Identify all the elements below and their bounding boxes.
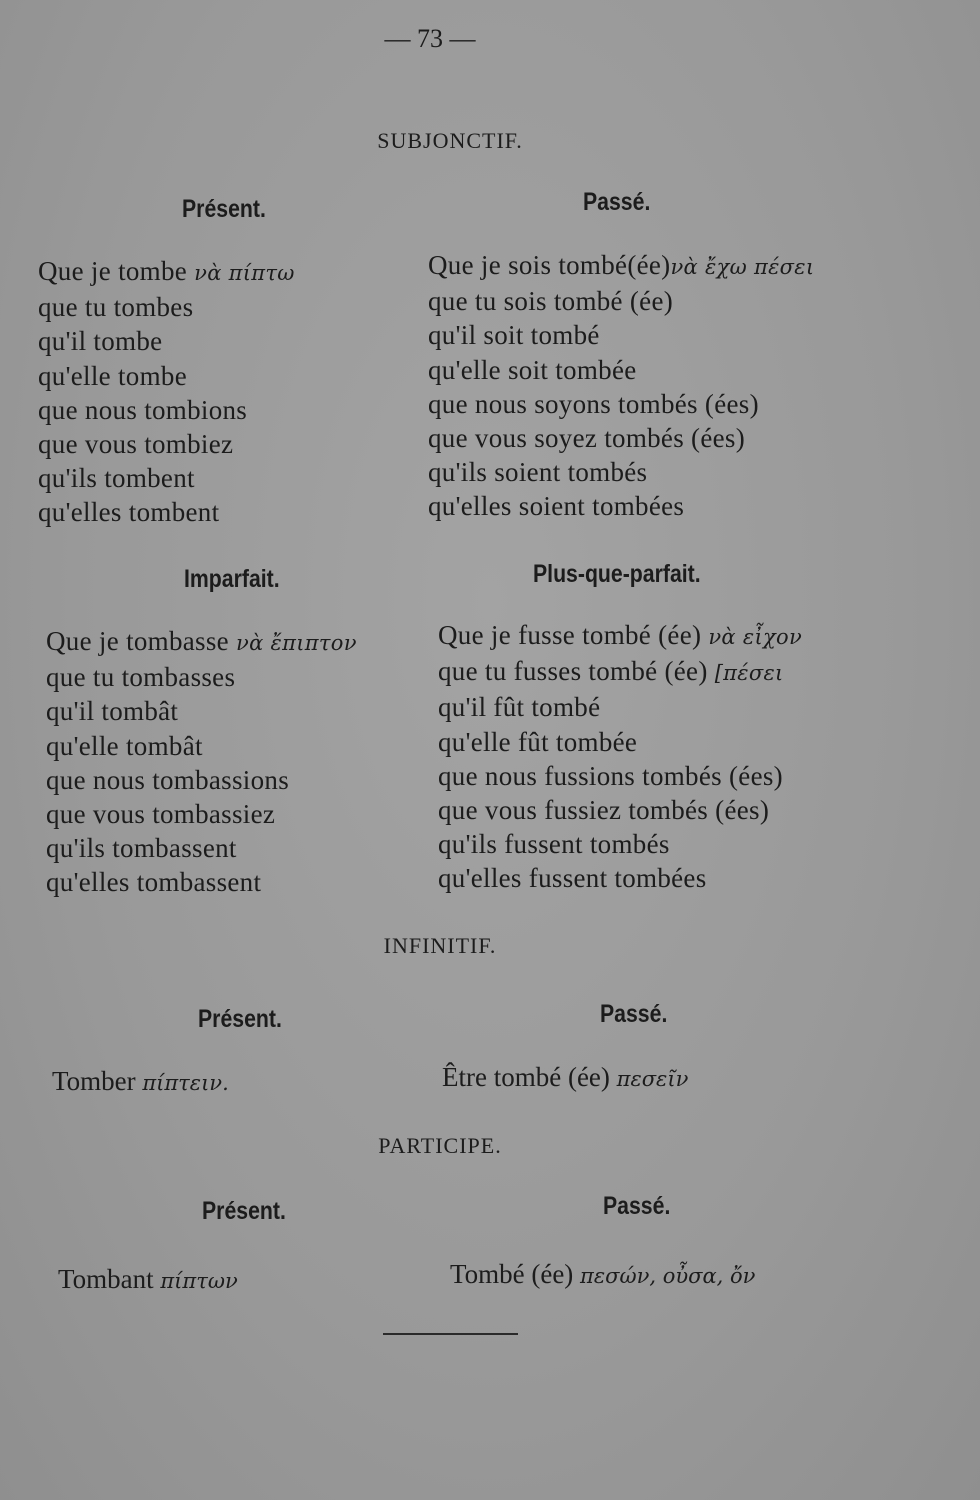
french-verb: Tombé (ée)	[450, 1259, 574, 1289]
conjugation-imparfait	[46, 624, 357, 900]
closing-rule	[383, 1333, 518, 1335]
conjugation-plus-que-parfait	[438, 618, 802, 896]
infinitif-passe-form	[442, 1062, 688, 1093]
participe-present-form	[58, 1264, 238, 1295]
french-verb: Que je tombe	[38, 256, 188, 286]
conjugation-line	[46, 624, 357, 660]
greek-translation: νὰ ἔπιπτον	[236, 631, 357, 655]
conjugation-line: que nous tombassions	[46, 764, 290, 795]
conjugation-line: qu'ils soient tombés	[428, 457, 648, 488]
conjugation-line: que nous fussions tombés (ées)	[438, 760, 783, 791]
conjugation-line: que vous tombassiez	[46, 799, 276, 830]
conjugation-line: que tu tombasses	[46, 662, 236, 693]
conjugation-line: qu'elle tombât	[46, 730, 203, 761]
conjugation-line: qu'elles tombent	[38, 497, 220, 528]
conjugation-line: qu'elles soient tombées	[428, 491, 685, 522]
french-verb: Que je tombasse	[46, 626, 229, 656]
greek-translation: νὰ εἶχον	[708, 625, 803, 649]
conjugation-line: qu'il tombât	[46, 696, 179, 727]
french-verb: Que je fusse tombé (ée)	[438, 620, 702, 650]
greek-translation: πεσών, οὖσα, ὄν	[580, 1264, 756, 1288]
conjugation-line	[438, 654, 802, 690]
conjugation-line: que vous fussiez tombés (ées)	[438, 795, 770, 826]
greek-translation: νὰ ἔχω πέσει	[670, 255, 815, 279]
greek-translation: πίπτων	[160, 1269, 238, 1293]
conjugation-line	[438, 618, 802, 654]
conjugation-line: qu'elle soit tombée	[428, 354, 637, 385]
conjugation-line: qu'il tombe	[38, 326, 163, 357]
conjugation-line: qu'elle tombe	[38, 360, 187, 391]
conjugation-line	[428, 248, 814, 284]
heading-imparfait: Imparfait.	[184, 565, 280, 593]
conjugation-line: que tu sois tombé (ée)	[428, 286, 674, 317]
heading-plus-que-parfait: Plus-que-parfait.	[533, 560, 701, 588]
heading-infinitif-present: Présent.	[198, 1005, 282, 1033]
conjugation-line: que nous soyons tombés (ées)	[428, 388, 759, 419]
conjugation-line: qu'elle fût tombée	[438, 726, 638, 757]
greek-translation: πίπτειν.	[142, 1071, 229, 1095]
conjugation-line: qu'il soit tombé	[428, 320, 600, 351]
conjugation-line: qu'ils tombent	[38, 463, 195, 494]
section-title-infinitif: INFINITIF.	[383, 933, 497, 958]
heading-subjonctif-present: Présent.	[182, 195, 266, 223]
conjugation-line: que vous soyez tombés (ées)	[428, 423, 746, 454]
infinitif-present-form	[52, 1066, 229, 1097]
heading-subjonctif-passe: Passé.	[583, 188, 651, 216]
conjugation-subjonctif-present	[38, 254, 295, 530]
conjugation-line	[38, 254, 295, 290]
french-verb: Tombant	[58, 1264, 154, 1294]
conjugation-line: qu'il fût tombé	[438, 692, 601, 723]
conjugation-line: que tu tombes	[38, 292, 194, 323]
french-verb: que tu fusses tombé (ée)	[438, 656, 708, 687]
conjugation-line: qu'elles tombassent	[46, 867, 262, 898]
french-verb: Tomber	[52, 1066, 136, 1096]
heading-infinitif-passe: Passé.	[600, 1000, 668, 1028]
french-verb: Être tombé (ée)	[442, 1062, 610, 1092]
conjugation-line: que nous tombions	[38, 394, 248, 425]
greek-translation: νὰ πίπτω	[194, 261, 295, 285]
conjugation-line: qu'elles fussent tombées	[438, 863, 707, 894]
conjugation-line: qu'ils fussent tombés	[438, 829, 670, 860]
section-title-subjonctif: SUBJONCTIF.	[377, 128, 523, 153]
conjugation-subjonctif-passe	[428, 248, 814, 524]
conjugation-line: que vous tombiez	[38, 429, 234, 460]
section-title-participe: PARTICIPE.	[378, 1133, 502, 1158]
page-number: — 73 —	[384, 24, 476, 53]
participe-passe-form	[450, 1259, 755, 1290]
heading-participe-present: Présent.	[202, 1197, 286, 1225]
heading-participe-passe: Passé.	[603, 1192, 671, 1220]
conjugation-line: qu'ils tombassent	[46, 833, 237, 864]
greek-translation: πεσεῖν	[616, 1067, 689, 1091]
greek-translation: [πέσει	[714, 661, 784, 686]
french-verb: Que je sois tombé(ée)	[428, 250, 671, 280]
